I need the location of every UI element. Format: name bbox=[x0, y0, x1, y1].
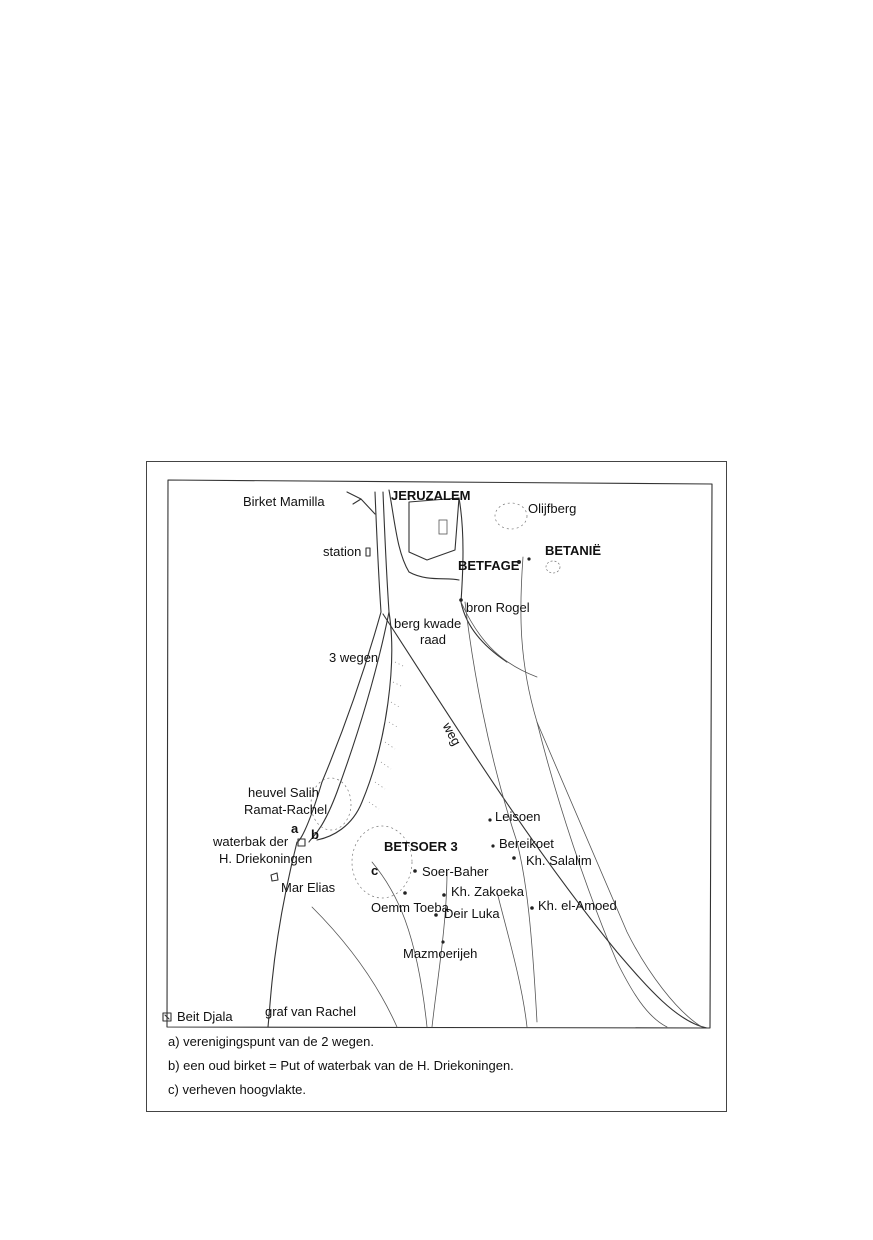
bereikoet-dot bbox=[491, 844, 494, 847]
label-kh-el-amoed: Kh. el-Amoed bbox=[538, 898, 617, 913]
label-heuvel-salih: heuvel Salih bbox=[248, 785, 319, 800]
hinnom-valley bbox=[389, 490, 459, 580]
mazmoerijeh-dot bbox=[441, 940, 444, 943]
label-soer-baher: Soer-Baher bbox=[422, 864, 489, 879]
label-jeruzalem: JERUZALEM bbox=[391, 488, 471, 503]
label-birket-mamilla: Birket Mamilla bbox=[243, 494, 325, 509]
label-marker-a: a bbox=[291, 821, 299, 836]
bethany-valley bbox=[521, 557, 667, 1027]
mar-elias-icon bbox=[271, 873, 278, 881]
label-kh-zakoeka: Kh. Zakoeka bbox=[451, 884, 524, 899]
label-deir-luka: Deir Luka bbox=[444, 906, 500, 921]
kh-el-amoed-dot bbox=[530, 906, 534, 910]
olijfberg-hill bbox=[495, 503, 527, 529]
label-leisoen: Leisoen bbox=[495, 809, 541, 824]
label-station: station bbox=[323, 544, 362, 559]
east-wadi bbox=[537, 722, 702, 1027]
south-valley-4 bbox=[497, 892, 527, 1027]
label-betanie: BETANIË bbox=[545, 543, 602, 558]
label-marker-b: b bbox=[311, 827, 319, 842]
label-betfage: BETFAGE bbox=[458, 558, 520, 573]
label-oemm-toeba: Oemm Toeba bbox=[371, 900, 449, 915]
temple-mount bbox=[439, 520, 447, 534]
soer-baher-dot bbox=[413, 869, 417, 873]
leisoen-dot bbox=[488, 818, 491, 821]
label-beit-djala: Beit Djala bbox=[177, 1009, 233, 1024]
oemm-toeba-dot bbox=[403, 891, 407, 895]
label-raad: raad bbox=[420, 632, 447, 647]
legend-a: a) verenigingspunt van de 2 wegen. bbox=[168, 1034, 374, 1049]
station-icon bbox=[366, 548, 370, 556]
label-h-driekoningen: H. Driekoningen bbox=[219, 851, 313, 866]
bron-rogel-dot bbox=[459, 598, 463, 602]
label-olijfberg: Olijfberg bbox=[528, 501, 577, 516]
betanie-hill bbox=[546, 561, 560, 573]
birket-mamilla-arrow bbox=[347, 492, 375, 514]
legend-b: b) een oud birket = Put of waterbak van de H. Driekoningen. bbox=[168, 1058, 514, 1073]
label-weg: weg bbox=[439, 720, 465, 749]
label-kh-salalim: Kh. Salalim bbox=[526, 853, 592, 868]
label-bron-rogel: bron Rogel bbox=[466, 600, 530, 615]
kidron-valley bbox=[459, 498, 507, 662]
weg-road bbox=[383, 614, 707, 1028]
plateau-c bbox=[352, 826, 412, 898]
label-waterbak-der: waterbak der bbox=[213, 834, 289, 849]
label-mazmoerijeh: Mazmoerijeh bbox=[403, 946, 478, 961]
city-wall bbox=[409, 498, 459, 560]
label-mar-elias: Mar Elias bbox=[281, 880, 336, 895]
map-figure bbox=[146, 461, 727, 1112]
ridge-hatching bbox=[369, 662, 405, 809]
south-valley-2 bbox=[372, 862, 427, 1027]
label-bereikoet: Bereikoet bbox=[499, 836, 554, 851]
legend-c: c) verheven hoogvlakte. bbox=[168, 1082, 307, 1097]
label-marker-c: c bbox=[371, 863, 379, 878]
label-betsoer: BETSOER 3 bbox=[384, 839, 458, 854]
road-loop bbox=[317, 612, 392, 840]
kh-zakoeka-dot bbox=[442, 893, 446, 897]
label-berg-kwade: berg kwade bbox=[394, 616, 462, 631]
kh-salalim-dot bbox=[512, 856, 516, 860]
label-3-wegen: 3 wegen bbox=[329, 650, 379, 665]
betanie-dot bbox=[527, 557, 530, 560]
map-drawing bbox=[147, 462, 726, 1111]
road-west bbox=[268, 492, 381, 1027]
label-graf-van-rachel: graf van Rachel bbox=[265, 1004, 357, 1019]
label-ramat-rachel: Ramat-Rachel bbox=[244, 802, 328, 817]
